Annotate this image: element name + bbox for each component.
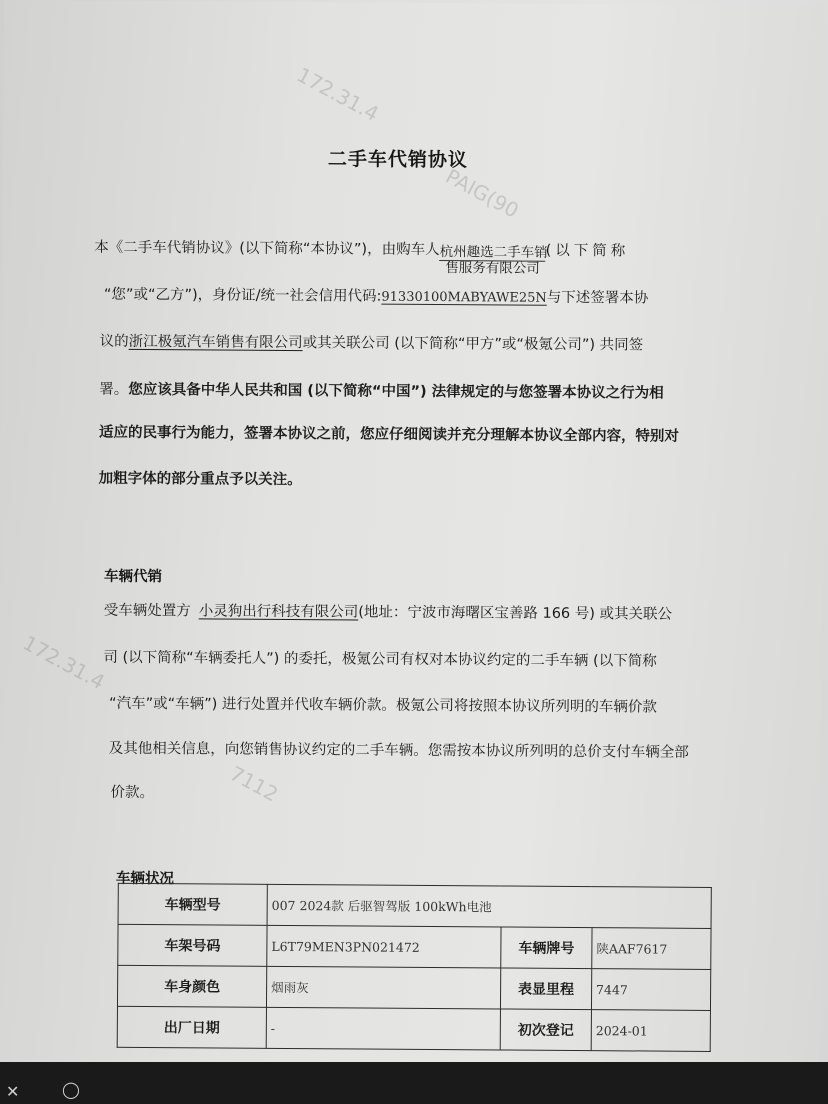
- color-label: 车身颜色: [117, 965, 266, 1007]
- watermark-4: 7112: [225, 761, 283, 807]
- intro-bold-text: 您应该具备中华人民共和国 (以下简称“中国”) 法律规定的与您签署本协议之行为相: [128, 381, 664, 402]
- table-row: [117, 1006, 710, 1051]
- intro-text: 与下述签署本协: [546, 289, 649, 307]
- watermark-2: PAIG(90: [441, 163, 523, 223]
- section-heading-vehicle-condition: 车辆状况: [115, 870, 174, 888]
- consign-text: (地址：宁波市海曙区宝善路 166 号) 或其关联公: [358, 604, 673, 623]
- plate-value: 陕AAF7617: [592, 928, 711, 970]
- intro-line-6: 加粗字体的部分重点予以关注。: [98, 470, 302, 489]
- table-row: [118, 924, 711, 969]
- consign-line-4: 及其他相关信息，向您销售协议约定的二手车辆。您需按本协议所列明的总价支付车辆全部: [108, 740, 689, 761]
- model-value: 007 2024款 后驱智驾版 100kWh电池: [267, 884, 711, 928]
- intro-text: 或其关联公司 (以下简称“甲方”或“极氪公司”) 共同签: [302, 335, 644, 354]
- intro-line-5: 适应的民事行为能力，签署本协议之前，您应仔细阅读并充分理解本协议全部内容，特别对: [98, 424, 680, 445]
- plate-label: 车辆牌号: [501, 927, 592, 969]
- mfg-date-value: -: [266, 1007, 500, 1050]
- buyer-name-line2: 售服务有限公司: [445, 260, 540, 277]
- table-row: [117, 965, 710, 1010]
- buyer-name-line1: 杭州趣选二手车销: [439, 244, 548, 261]
- cortana-icon[interactable]: ◯: [62, 1080, 80, 1099]
- watermark-3: 172.31.4: [19, 630, 109, 695]
- intro-text: 议的: [99, 333, 129, 350]
- intro-text: “您”或“乙方”)，身份证/统一社会信用代码:: [103, 286, 382, 305]
- reg-date-value: 2024-01: [591, 1010, 710, 1052]
- intro-line-4: [99, 380, 664, 404]
- vin-value: L6T79MEN3PN021472: [267, 925, 501, 968]
- vehicle-condition-table: [117, 883, 712, 1052]
- watermark-1: 172.31.4: [293, 62, 383, 127]
- buyer-name-field: [439, 244, 548, 277]
- intro-line-3: [100, 332, 644, 356]
- section-heading-vehicle-consignment: 车辆代销: [103, 568, 163, 586]
- consign-line-5: 价款。: [110, 784, 155, 802]
- seller-name-field: 浙江极氪汽车销售有限公司: [128, 333, 303, 352]
- mileage-value: 7447: [591, 969, 710, 1011]
- document-title: 二手车代销协议: [327, 148, 468, 172]
- consign-text: 受车辆处置方: [103, 602, 191, 620]
- vin-label: 车架号码: [118, 924, 267, 966]
- intro-text: (以下简称: [545, 242, 630, 260]
- credit-code-field: 91330100MABYAWE25N: [381, 289, 547, 306]
- disposer-name-field: 小灵狗出行科技有限公司: [198, 603, 359, 621]
- model-label: 车辆型号: [118, 883, 267, 925]
- consign-line-3: “汽车”或“车辆”) 进行处置并代收车辆价款。极氪公司将按照本协议所列明的车辆价款: [109, 695, 657, 716]
- intro-text: 署。: [99, 381, 129, 398]
- intro-line-2: [104, 285, 649, 310]
- x-icon[interactable]: ✕: [6, 1082, 20, 1101]
- mileage-label: 表显里程: [500, 968, 591, 1010]
- color-value: 烟雨灰: [266, 966, 500, 1009]
- reg-date-label: 初次登记: [500, 1009, 591, 1051]
- intro-line-1: [94, 238, 630, 277]
- consign-line-2: 司 (以下简称“车辆委托人”) 的委托，极氪公司有权对本协议约定的二手车辆 (以下简称: [103, 649, 657, 670]
- mfg-date-label: 出厂日期: [117, 1006, 266, 1048]
- consign-line-1: [104, 601, 672, 625]
- taskbar: [0, 1062, 828, 1104]
- intro-text: 本《二手车代销协议》(以下简称“本协议”)，由购车人: [94, 239, 440, 259]
- table-row: [118, 883, 711, 928]
